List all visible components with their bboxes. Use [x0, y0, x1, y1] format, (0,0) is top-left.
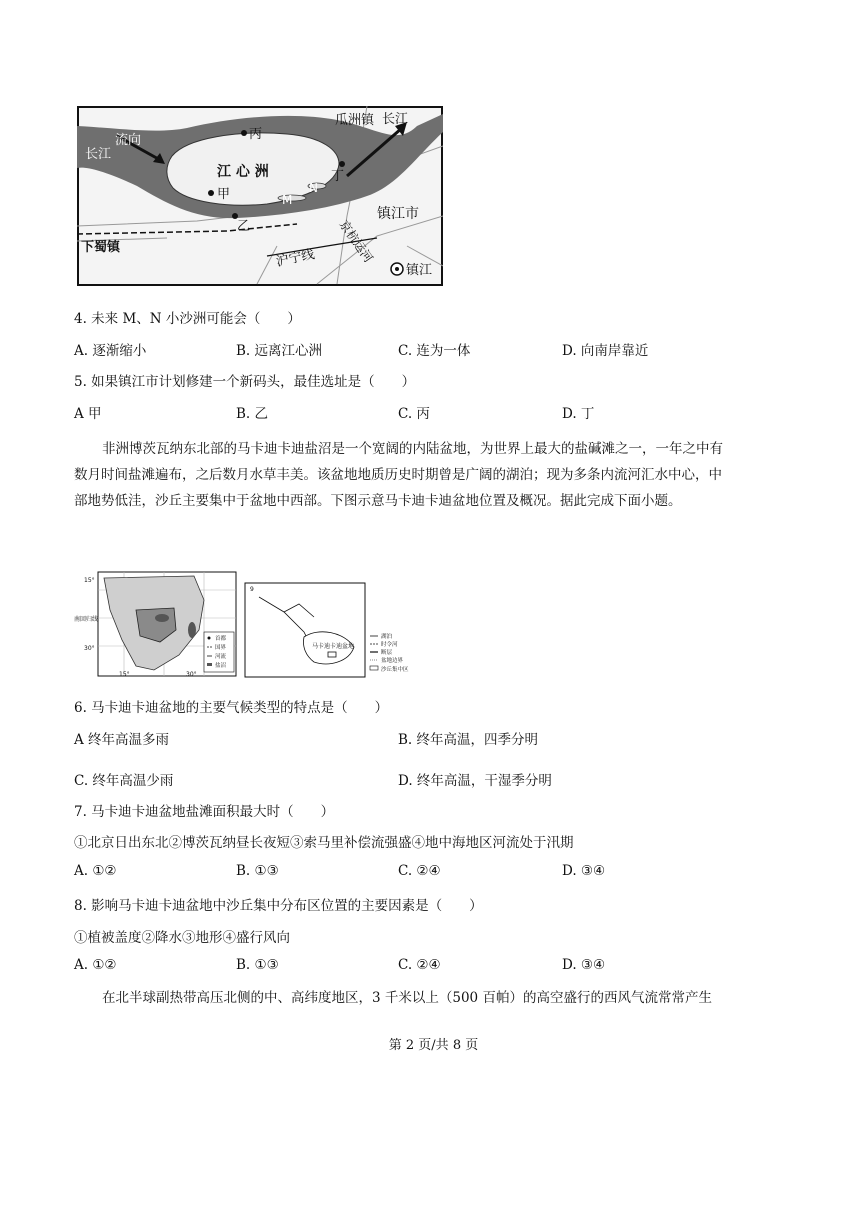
label-yangtze-left: 长江	[85, 147, 112, 162]
q6-option-c[interactable]: C. 终年高温少雨	[74, 773, 174, 789]
q4-option-c[interactable]: C. 连为一体	[398, 343, 471, 359]
q6-option-a[interactable]: A 终年高温多雨	[74, 732, 170, 748]
dune-area	[328, 652, 336, 657]
label-yangtze-right: 长江	[382, 112, 409, 127]
q4-option-a[interactable]: A. 逐渐缩小	[74, 343, 147, 359]
legend2-basin-edge: 盆地边界	[381, 658, 404, 664]
label-lat30: 30°	[84, 645, 95, 652]
map-zhenjiang	[77, 106, 443, 286]
q8-option-a[interactable]: A. ①②	[74, 957, 117, 973]
q5-option-c[interactable]: C. 丙	[398, 406, 430, 422]
legend-saltmarsh: 盐沼	[215, 663, 227, 669]
label-jingying: 京杭运河	[336, 217, 376, 266]
q8-option-d[interactable]: D. ③④	[562, 957, 606, 973]
q5-option-b[interactable]: B. 乙	[236, 406, 269, 422]
map-basin-inset	[244, 582, 419, 678]
q8-option-b[interactable]: B. ①③	[236, 957, 279, 973]
point-jia	[208, 190, 214, 196]
label-zhenjiang-station: 镇江	[406, 263, 433, 278]
salt-pan	[155, 614, 169, 622]
legend-capital: 首都	[215, 636, 227, 642]
map-southern-africa	[74, 570, 239, 678]
label-flow: 流向	[115, 133, 142, 148]
label-jia: 甲	[217, 187, 231, 202]
q6-stem: 6. 马卡迪卡迪盆地的主要气候类型的特点是（ ）	[74, 700, 389, 716]
label-bing: 丙	[249, 127, 263, 142]
label-tropic: 南回归线	[74, 616, 99, 623]
label-n: N	[309, 181, 318, 195]
q7-option-c[interactable]: C. ②④	[398, 863, 441, 879]
passage-makgadikgadi: 非洲博茨瓦纳东北部的马卡迪卡迪盐沼是一个宽阔的内陆盆地，为世界上最大的盐碱滩之一，一年之中有数月时间盐滩遍布，之后数月水草丰美。该盆地地质历史时期曾是广阔的湖泊；现为多条内流河汇水中心，中部地势低洼，沙丘主要集中于盆地中西部。下图示意马卡迪卡迪盆地位置及概况。据此完成下面小题。	[74, 441, 723, 509]
q4-option-b[interactable]: B. 远离江心洲	[236, 343, 323, 359]
label-lat15: 15°	[84, 577, 95, 584]
q5-stem: 5. 如果镇江市计划修建一个新码头，最佳选址是（ ）	[74, 374, 416, 390]
label-basin: 马卡迪卡迪盆地	[312, 643, 355, 650]
map-zhenjiang-svg	[77, 106, 443, 286]
label-island: 江 心 洲	[217, 164, 269, 180]
q7-option-a[interactable]: A. ①②	[74, 863, 117, 879]
q7-stem: 7. 马卡迪卡迪盆地盐滩面积最大时（ ）	[74, 804, 335, 820]
legend2-fault: 断层	[381, 650, 393, 656]
map-basin-inset-svg	[244, 582, 419, 678]
label-xiashu: 下蜀镇	[81, 240, 121, 255]
label-m: M	[282, 193, 293, 207]
passage-westerlies: 在北半球副热带高压北侧的中、高纬度地区，3 千米以上（500 百帕）的高空盛行的西风气流常常产生	[102, 990, 712, 1006]
map-southern-africa-svg	[74, 570, 239, 678]
q7-items: ①北京日出东北②博茨瓦纳昼长夜短③索马里补偿流强盛④地中海地区河流处于汛期	[74, 835, 574, 851]
q8-stem: 8. 影响马卡迪卡迪盆地中沙丘集中分布区位置的主要因素是（ ）	[74, 898, 483, 914]
label-guazhou: 瓜洲镇	[335, 113, 375, 128]
q6-option-d[interactable]: D. 终年高温，干湿季分明	[398, 773, 552, 789]
label-yi: 乙	[237, 219, 251, 234]
label-huning: 沪宁线	[274, 247, 316, 270]
q4-option-d[interactable]: D. 向南岸靠近	[562, 343, 649, 359]
q8-items: ①植被盖度②降水③地形④盛行风向	[74, 930, 290, 946]
point-ding	[339, 161, 345, 167]
legend-river: 河流	[215, 654, 227, 660]
label-lon30: 30°	[186, 671, 197, 678]
q6-option-b[interactable]: B. 终年高温，四季分明	[398, 732, 539, 748]
q5-option-d[interactable]: D. 丁	[562, 406, 595, 422]
label-ding: 丁	[331, 169, 345, 184]
inset-number: 9	[250, 586, 254, 593]
legend2-dune-area: 沙丘集中区	[381, 667, 409, 673]
page-footer: 第 2 页/共 8 页	[388, 1038, 479, 1053]
q7-option-b[interactable]: B. ①③	[236, 863, 279, 879]
q7-option-d[interactable]: D. ③④	[562, 863, 606, 879]
q5-option-a[interactable]: A 甲	[74, 406, 102, 422]
legend2-lake: 湖泊	[381, 634, 393, 640]
point-bing	[241, 130, 247, 136]
legend-border: 国界	[215, 645, 227, 651]
q4-stem: 4. 未来 M、N 小沙洲可能会（ ）	[74, 311, 301, 327]
legend2-seasonal-river: 时令河	[381, 642, 398, 648]
label-lon15: 15°	[119, 671, 130, 678]
q8-option-c[interactable]: C. ②④	[398, 957, 441, 973]
label-zhenjiang-city: 镇江市	[377, 206, 419, 222]
